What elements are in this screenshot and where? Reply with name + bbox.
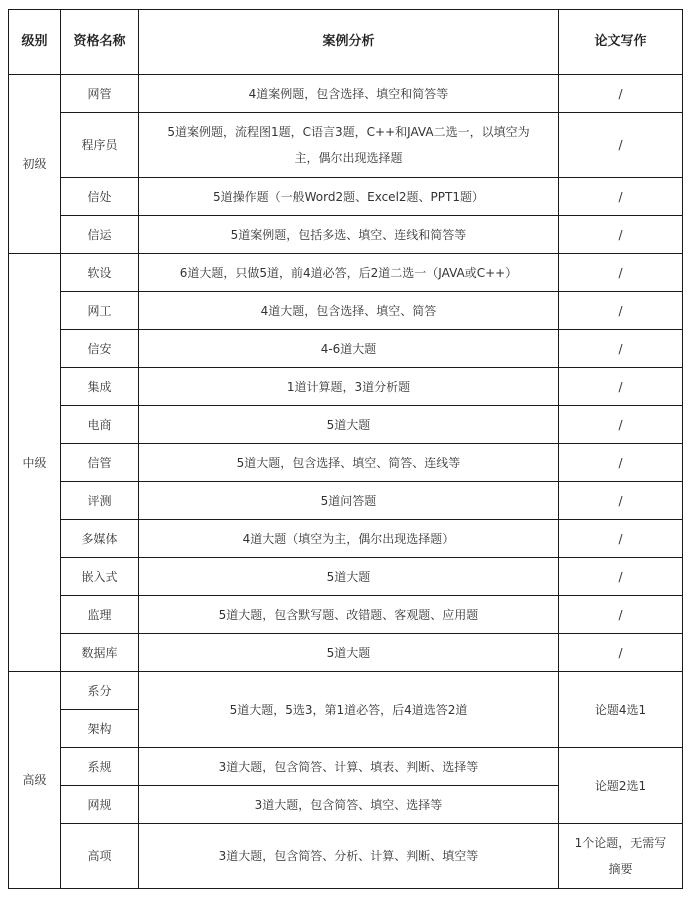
essay-writing: / xyxy=(559,558,683,596)
essay-writing-merged: 论题4选1 xyxy=(559,672,683,748)
table-row xyxy=(9,178,683,216)
qualification-name: 电商 xyxy=(61,406,139,444)
case-analysis: 5道大题 xyxy=(139,406,559,444)
case-analysis: 5道大题 xyxy=(139,558,559,596)
table-row xyxy=(9,292,683,330)
case-analysis: 6道大题，只做5道，前4道必答，后2道二选一（JAVA或C++） xyxy=(139,254,559,292)
qualification-name: 评测 xyxy=(61,482,139,520)
table-row xyxy=(9,672,683,710)
essay-writing: / xyxy=(559,292,683,330)
table-row xyxy=(9,406,683,444)
essay-writing: / xyxy=(559,520,683,558)
case-analysis: 1道计算题，3道分析题 xyxy=(139,368,559,406)
header-level: 级别 xyxy=(9,10,61,75)
table-row xyxy=(9,216,683,254)
case-analysis: 4道大题，包含选择、填空、简答 xyxy=(139,292,559,330)
case-analysis: 4道大题（填空为主，偶尔出现选择题） xyxy=(139,520,559,558)
table-row xyxy=(9,520,683,558)
qualification-name: 程序员 xyxy=(61,113,139,178)
case-analysis: 4-6道大题 xyxy=(139,330,559,368)
case-analysis-merged: 5道大题，5选3，第1道必答，后4道选答2道 xyxy=(139,672,559,748)
table-row xyxy=(9,254,683,292)
case-analysis: 3道大题，包含简答、分析、计算、判断、填空等 xyxy=(139,824,559,889)
essay-writing: / xyxy=(559,178,683,216)
table-row xyxy=(9,444,683,482)
case-analysis: 5道大题，包含默写题、改错题、客观题、应用题 xyxy=(139,596,559,634)
group-label-junior: 初级 xyxy=(9,75,61,254)
group-label-senior: 高级 xyxy=(9,672,61,889)
table-row xyxy=(9,113,683,178)
essay-writing: / xyxy=(559,634,683,672)
essay-writing: / xyxy=(559,113,683,178)
qualification-name: 系规 xyxy=(61,748,139,786)
essay-writing: / xyxy=(559,406,683,444)
qualification-name: 高项 xyxy=(61,824,139,889)
header-essay: 论文写作 xyxy=(559,10,683,75)
table-row xyxy=(9,634,683,672)
qualification-name: 系分 xyxy=(61,672,139,710)
case-analysis: 5道案例题，包括多选、填空、连线和简答等 xyxy=(139,216,559,254)
table-row xyxy=(9,482,683,520)
qualification-name: 嵌入式 xyxy=(61,558,139,596)
header-case: 案例分析 xyxy=(139,10,559,75)
qualification-name: 网管 xyxy=(61,75,139,113)
group-label-middle: 中级 xyxy=(9,254,61,672)
case-analysis: 5道问答题 xyxy=(139,482,559,520)
essay-writing: / xyxy=(559,330,683,368)
qualification-name: 信处 xyxy=(61,178,139,216)
essay-writing: / xyxy=(559,368,683,406)
exam-table-container xyxy=(8,9,683,889)
qualification-name: 集成 xyxy=(61,368,139,406)
case-analysis: 5道案例题，流程图1题，C语言3题，C++和JAVA二选一，以填空为主，偶尔出现选择题 xyxy=(139,113,559,178)
table-row xyxy=(9,596,683,634)
essay-writing: 1个论题，无需写摘要 xyxy=(559,824,683,889)
case-analysis: 4道案例题，包含选择、填空和简答等 xyxy=(139,75,559,113)
case-analysis: 3道大题，包含简答、填空、选择等 xyxy=(139,786,559,824)
essay-writing: / xyxy=(559,254,683,292)
table-row xyxy=(9,748,683,786)
qualification-name: 监理 xyxy=(61,596,139,634)
header-row xyxy=(9,10,683,75)
qualification-name: 多媒体 xyxy=(61,520,139,558)
essay-writing-merged: 论题2选1 xyxy=(559,748,683,824)
qualification-name: 信安 xyxy=(61,330,139,368)
case-analysis: 3道大题，包含简答、计算、填表、判断、选择等 xyxy=(139,748,559,786)
essay-writing: / xyxy=(559,75,683,113)
table-row xyxy=(9,558,683,596)
qualification-name: 架构 xyxy=(61,710,139,748)
qualification-name: 信管 xyxy=(61,444,139,482)
header-qualification: 资格名称 xyxy=(61,10,139,75)
table-row xyxy=(9,330,683,368)
qualification-name: 网工 xyxy=(61,292,139,330)
essay-writing: / xyxy=(559,596,683,634)
case-analysis: 5道大题 xyxy=(139,634,559,672)
table-row xyxy=(9,824,683,889)
qualification-name: 软设 xyxy=(61,254,139,292)
essay-writing: / xyxy=(559,216,683,254)
case-analysis: 5道大题，包含选择、填空、简答、连线等 xyxy=(139,444,559,482)
exam-table xyxy=(8,9,683,889)
qualification-name: 数据库 xyxy=(61,634,139,672)
table-row xyxy=(9,368,683,406)
case-analysis: 5道操作题（一般Word2题、Excel2题、PPT1题） xyxy=(139,178,559,216)
qualification-name: 网规 xyxy=(61,786,139,824)
table-row xyxy=(9,75,683,113)
essay-writing: / xyxy=(559,444,683,482)
qualification-name: 信运 xyxy=(61,216,139,254)
essay-writing: / xyxy=(559,482,683,520)
